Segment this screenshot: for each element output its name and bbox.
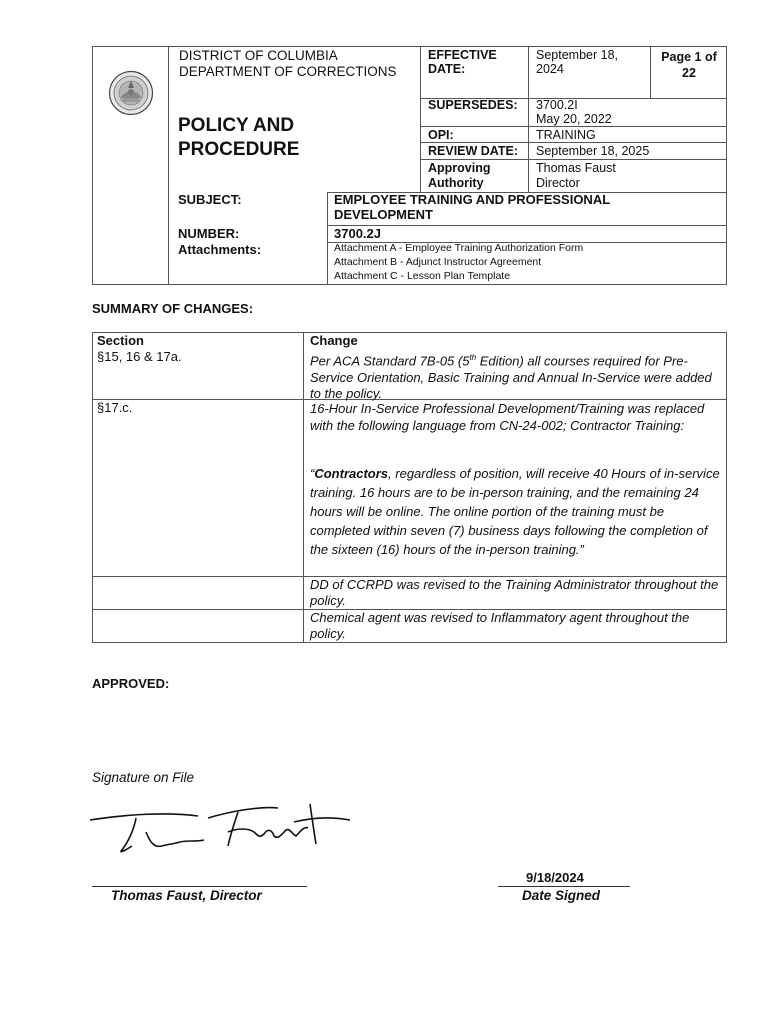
attachment-b: Attachment B - Adjunct Instructor Agreement <box>334 256 542 268</box>
summary-heading: SUMMARY OF CHANGES: <box>92 301 254 316</box>
attachment-c: Attachment C - Lesson Plan Template <box>334 270 511 282</box>
row-2-change: 16-Hour In-Service Professional Development/Training was replaced with the following language from CN-24-002; Contractor Training: <box>310 401 705 433</box>
signer-name: Thomas Faust, Director <box>111 888 262 903</box>
number-value: 3700.2J <box>334 226 381 241</box>
row-4-change: Chemical agent was revised to Inflammatory agent throughout the policy. <box>310 610 690 641</box>
effective-date-value-2: 2024 <box>536 62 564 76</box>
signed-date-value: 9/18/2024 <box>526 870 584 885</box>
subject-value-1: EMPLOYEE TRAINING AND PROFESSIONAL <box>334 192 611 207</box>
attachment-a: Attachment A - Employee Training Authorization Form <box>334 242 584 254</box>
approved-heading: APPROVED: <box>92 676 170 691</box>
signature-line <box>92 886 307 887</box>
supersedes-value-1: 3700.2I <box>536 98 578 112</box>
signature-on-file-note: Signature on File <box>92 770 195 785</box>
row-1-section: §15, 16 & 17a. <box>97 349 182 364</box>
subject-label: SUBJECT: <box>178 192 242 207</box>
approving-authority-label-2: Authority <box>428 176 484 190</box>
approving-authority-label-1: Approving <box>428 161 491 175</box>
approving-authority-value-2: Director <box>536 176 580 190</box>
page-number-label-1: Page 1 of <box>661 50 717 64</box>
effective-date-label-2: DATE: <box>428 62 466 76</box>
document-type-line-2: PROCEDURE <box>178 139 300 160</box>
row-2-section: §17.c. <box>97 400 133 415</box>
subject-value-2: DEVELOPMENT <box>334 207 433 222</box>
date-line <box>498 886 630 887</box>
supersedes-value-2: May 20, 2022 <box>536 112 612 126</box>
opi-label: OPI: <box>428 128 454 142</box>
effective-date-value-1: September 18, <box>536 48 618 62</box>
document-type-line-1: POLICY AND <box>178 115 295 136</box>
approving-authority-value-1: Thomas Faust <box>536 161 616 175</box>
row-1-change: Per ACA Standard 7B-05 (5th Edition) all courses required for Pre-Service Orientation, Basic Training and Annual In-Service were added to the policy. <box>310 353 712 402</box>
column-header-section: Section <box>97 333 144 348</box>
row-3-change: DD of CCRPD was revised to the Training Administrator throughout the policy. <box>310 577 719 608</box>
contractor-quote: “Contractors, regardless of position, will receive 40 Hours of in-service training. 16 hours are to be in-person training, and the remaining 24 hours will be online. The online portion of the training must be completed within seven (7) business days following the completion of the sixteen (16) hours of the in-person training.” <box>310 466 720 557</box>
column-header-change: Change <box>310 333 358 348</box>
date-signed-label: Date Signed <box>522 888 601 903</box>
effective-date-label-1: EFFECTIVE <box>428 48 497 62</box>
attachments-label: Attachments: <box>178 242 262 257</box>
page-number-label-2: 22 <box>682 66 696 80</box>
department-name-line-2: DEPARTMENT OF CORRECTIONS <box>179 64 397 79</box>
dc-department-seal-icon <box>108 70 154 116</box>
number-label: NUMBER: <box>178 226 240 241</box>
opi-value: TRAINING <box>536 128 596 142</box>
review-date-value: September 18, 2025 <box>536 144 650 158</box>
review-date-label: REVIEW DATE: <box>428 144 519 158</box>
handwritten-signature-icon <box>88 798 358 868</box>
department-name-line-1: DISTRICT OF COLUMBIA <box>179 48 338 63</box>
supersedes-label: SUPERSEDES: <box>428 98 518 112</box>
